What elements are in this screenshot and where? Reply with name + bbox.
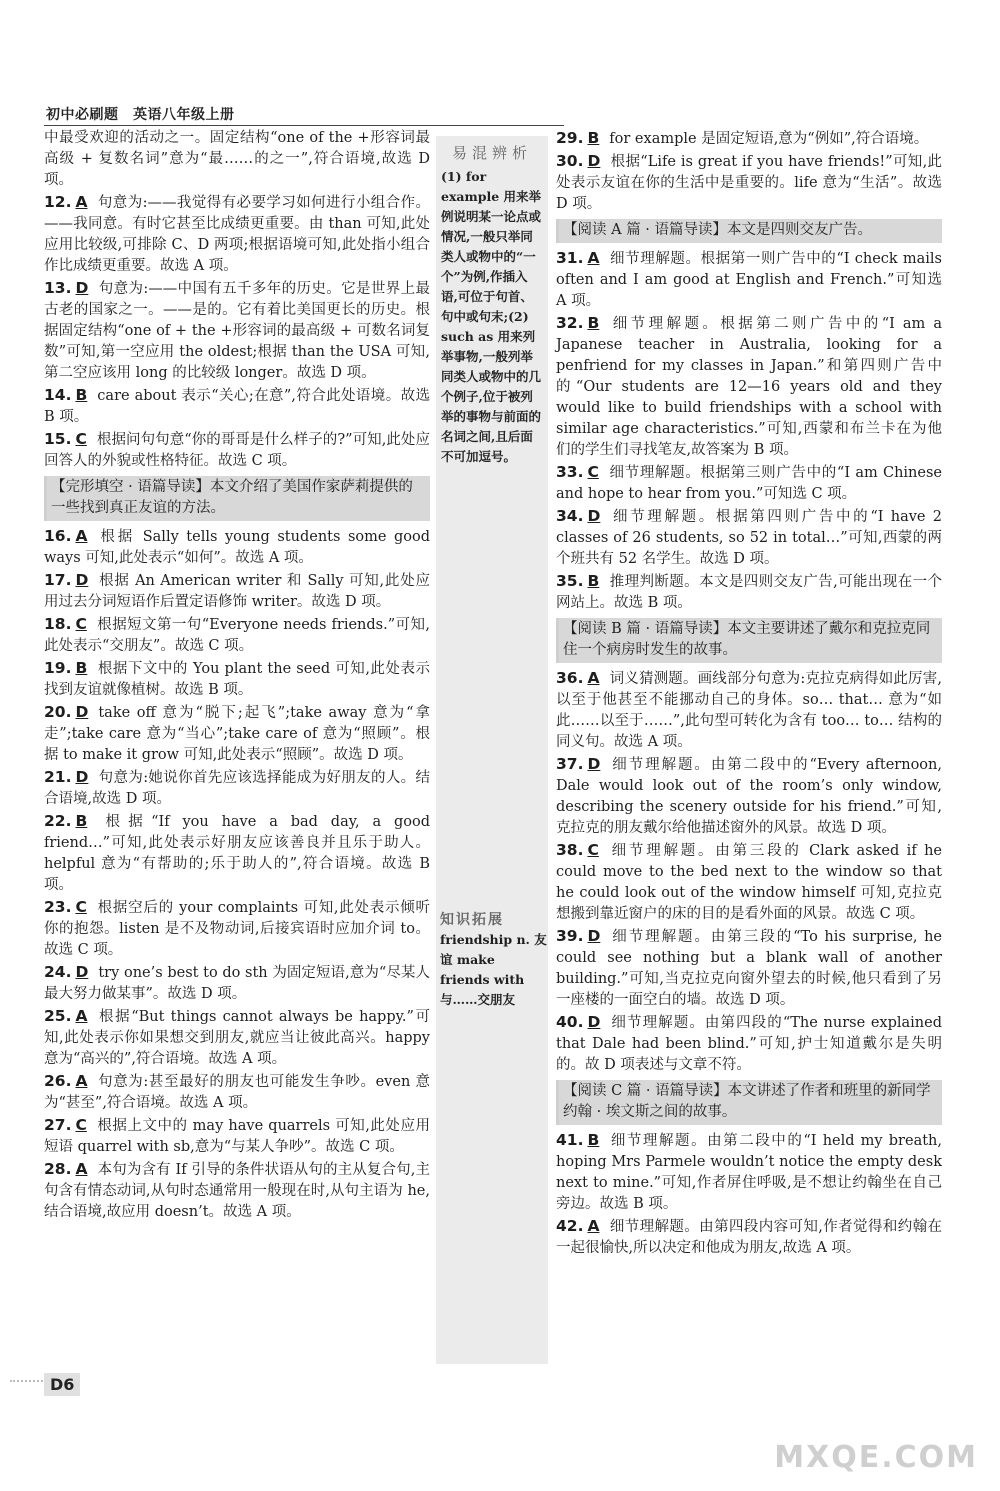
answer-item: [44, 570, 430, 613]
explanation-text: for example 是固定短语,意为“例如”,符合语境。: [609, 131, 929, 147]
reading-b-banner: 【阅读 B 篇 · 语篇导读】本文主要讲述了戴尔和克拉克同住一个病房时发生的故事。: [556, 618, 942, 663]
answer-letter: D: [75, 279, 89, 297]
explanation-text: 细节理解题。由第四段的“The nurse explained that Dale had been blind.”可知,护士知道戴尔是失明的。故 D 项表述与文章不符。: [556, 1015, 942, 1073]
answer-letter: D: [587, 507, 601, 525]
question-number: 12.: [44, 193, 72, 211]
question-number: 31.: [556, 249, 584, 267]
question-number: 39.: [556, 927, 584, 945]
question-number: 14.: [44, 386, 72, 404]
answer-letter: C: [587, 841, 599, 859]
answer-item: [44, 897, 430, 961]
answer-letter: C: [75, 615, 87, 633]
answer-item: [556, 1216, 942, 1259]
answer-list-d: [556, 248, 942, 614]
explanation-text: 细节理解题。由第四段内容可知,作者觉得和约翰在一起很愉快,所以决定和他成为朋友,故选 A 项。: [556, 1219, 942, 1256]
answer-item: [556, 462, 942, 505]
answer-letter: A: [75, 527, 88, 545]
intro-text: 中最受欢迎的活动之一。固定结构“one of the +形容词最高级 + 复数名词”意为“最……的之一”,符合语境,故选 D 项。: [44, 130, 430, 188]
answer-letter: B: [75, 659, 88, 677]
answer-list-c: [556, 128, 942, 215]
answer-letter: A: [587, 669, 600, 687]
explanation-text: try one’s best to do sth 为固定短语,意为“尽某人最大努力做某事”。故选 D 项。: [44, 965, 430, 1002]
answer-letter: A: [75, 1007, 88, 1025]
answer-letter: A: [587, 1217, 600, 1235]
cloze-banner: 【完形填空 · 语篇导读】本文介绍了美国作家萨莉提供的一些找到真正友谊的方法。: [44, 476, 430, 521]
explanation-text: 根据问句句意“你的哥哥是什么样子的?”可知,此处应回答人的外貌或性格特征。故选 C 项。: [44, 432, 430, 469]
question-number: 16.: [44, 527, 72, 545]
question-number: 27.: [44, 1116, 72, 1134]
answer-letter: D: [587, 755, 601, 773]
knowledge-title: 知识拓展: [440, 912, 504, 928]
question-number: 40.: [556, 1013, 584, 1031]
answer-letter: D: [75, 703, 89, 721]
question-number: 38.: [556, 841, 584, 859]
question-number: 24.: [44, 963, 72, 981]
question-number: 26.: [44, 1072, 72, 1090]
explanation-text: 根据“But things cannot always be happy.”可知,此处表示你如果想交到朋友,就应当让彼此高兴。happy 意为“高兴的”,符合语境。故选 A 项。: [44, 1009, 430, 1067]
explanation-text: 根据空后的 your complaints 可知,此处表示倾听你的抱怨。listen 是不及物动词,后接宾语时应加介词 to。故选 C 项。: [44, 900, 430, 958]
right-column: [556, 128, 942, 1260]
header-rule: [44, 125, 564, 126]
answer-letter: C: [75, 430, 87, 448]
question-number: 35.: [556, 572, 584, 590]
answer-letter: A: [75, 1072, 88, 1090]
answer-item: [44, 385, 430, 428]
explanation-text: 细节理解题。由第三段的 Clark asked if he could move to the bed next to the window so that he could look out of the window himself 可知,克拉克想搬到靠近窗户的床的目的是看外面的风景。故选 C 项。: [556, 843, 942, 922]
question-number: 25.: [44, 1007, 72, 1025]
answer-item: [44, 1115, 430, 1158]
answer-list-f: [556, 1130, 942, 1259]
explanation-text: 细节理解题。根据第四则广告中的“I have 2 classes of 26 students, so 52 in total…”可知,西蒙的两个班共有 52 名学生。故选 D 项。: [556, 509, 942, 567]
answer-item: [556, 926, 942, 1011]
answer-item: [44, 811, 430, 896]
answer-letter: A: [75, 193, 88, 211]
answer-item: [44, 1071, 430, 1114]
answer-item: [556, 506, 942, 570]
answer-letter: B: [587, 1131, 600, 1149]
explanation-text: 根据短文第一句“Everyone needs friends.”可知,此处表示“交朋友”。故选 C 项。: [44, 617, 430, 654]
knowledge-sidebar: [440, 910, 548, 1010]
answer-item: [44, 278, 430, 384]
answer-list-e: [556, 668, 942, 1076]
answer-letter: C: [587, 463, 599, 481]
answer-item: [556, 248, 942, 312]
answer-item: [44, 1006, 430, 1070]
left-column: [44, 128, 430, 1224]
question-number: 42.: [556, 1217, 584, 1235]
question-number: 23.: [44, 898, 72, 916]
explanation-text: 细节理解题。根据第一则广告中的“I check mails often and I am good at English and French.”可知选 A 项。: [556, 251, 942, 309]
explanation-text: 句意为:——我觉得有必要学习如何进行小组合作。——我同意。有时它甚至比成绩更重要。由 than 可知,此处应用比较级,可排除 C、D 两项;根据语境可知,此处指小组合作比成绩更重要。故选 A 项。: [44, 195, 430, 274]
reading-c-banner: 【阅读 C 篇 · 语篇导读】本文讲述了作者和班里的新同学约翰 · 埃文斯之间的故事。: [556, 1080, 942, 1125]
explanation-text: 细节理解题。根据第三则广告中的“I am Chinese and hope to hear from you.”可知选 C 项。: [556, 465, 942, 502]
answer-list-b: [44, 526, 430, 1223]
question-number: 20.: [44, 703, 72, 721]
answer-item: [556, 571, 942, 614]
answer-letter: D: [587, 927, 601, 945]
answer-item: [44, 192, 430, 277]
answer-item: [556, 668, 942, 753]
knowledge-text: friendship n. 友谊 make friends with 与……交朋友: [440, 932, 547, 1007]
question-number: 15.: [44, 430, 72, 448]
explanation-text: 细节理解题。由第二段中的“Every afternoon, Dale would look out of the room’s only window, describing the scenery outside for his friend.”可知,克拉克的朋友戴尔给他描述窗外的风景。故选 D 项。: [556, 757, 942, 836]
question-number: 33.: [556, 463, 584, 481]
question-number: 28.: [44, 1160, 72, 1178]
answer-item: [44, 702, 430, 766]
answer-item: [44, 614, 430, 657]
answer-letter: B: [587, 572, 600, 590]
explanation-text: 句意为:甚至最好的朋友也可能发生争吵。even 意为“甚至”,符合语境。故选 A 项。: [44, 1074, 430, 1111]
answer-letter: D: [75, 571, 89, 589]
answer-item: [556, 754, 942, 839]
answer-item: [556, 1130, 942, 1215]
explanation-text: 细节理解题。由第三段的“To his surprise, he could see nothing but a blank wall of another building.”可知,当克拉克向窗外望去的时候,他只看到了另一座楼的一面空白的墙。故选 D 项。: [556, 929, 942, 1008]
answer-item: [556, 151, 942, 215]
answer-letter: D: [587, 152, 601, 170]
answer-letter: B: [75, 386, 88, 404]
explanation-text: 根据“If you have a bad day, a good friend…”可知,此处表示好朋友应该善良并且乐于助人。helpful 意为“有帮助的;乐于助人的”,符合语境。故选 B 项。: [44, 814, 430, 893]
question-number: 41.: [556, 1131, 584, 1149]
question-number: 36.: [556, 669, 584, 687]
sidebar-text: (1) for example 用来举例说明某一论点或情况,一般只举同类人或物中的“一个”为例,作插入语,可位于句首、句中或句末;(2) such as 用来列举事物,一般列举同类人或物中的几个例子,位于被列举的事物与前面的名词之间,且后面不可加逗号。: [441, 169, 542, 464]
explanation-text: 句意为:她说你首先应该选择能成为好朋友的人。结合语境,故选 D 项。: [44, 770, 430, 807]
question-number: 19.: [44, 659, 72, 677]
explanation-text: 细节理解题。由第二段中的“I held my breath, hoping Mrs Parmele wouldn’t notice the empty desk next to mine.”可知,作者屏住呼吸,是不想让约翰坐在自己旁边。故选 B 项。: [556, 1133, 942, 1212]
answer-item: [44, 429, 430, 472]
answer-item: [44, 962, 430, 1005]
answer-item: [556, 1012, 942, 1076]
answer-item: [556, 128, 942, 150]
explanation-text: care about 表示“关心;在意”,符合此处语境。故选 B 项。: [44, 388, 430, 425]
explanation-text: 推理判断题。本文是四则交友广告,可能出现在一个网站上。故选 B 项。: [556, 574, 942, 611]
explanation-text: 词义猜测题。画线部分句意为:克拉克病得如此厉害,以至于他甚至不能挪动自己的身体。so… that… 意为“如此……以至于……”,此句型可转化为含有 too… to… 结构的同义句。故选 A 项。: [556, 671, 942, 750]
answer-letter: B: [75, 812, 88, 830]
explanation-text: 本句为含有 If 引导的条件状语从句的主从复合句,主句含有情态动词,从句时态通常用一般现在时,从句主语为 he,结合语境,故应用 doesn’t。故选 A 项。: [44, 1162, 430, 1220]
question-number: 34.: [556, 507, 584, 525]
reading-a-banner: 【阅读 A 篇 · 语篇导读】本文是四则交友广告。: [556, 219, 942, 243]
answer-item: [44, 658, 430, 701]
confusion-sidebar: [436, 136, 548, 519]
answer-item: [44, 1159, 430, 1223]
answer-letter: A: [587, 249, 600, 267]
question-number: 21.: [44, 768, 72, 786]
explanation-text: 根据“Life is great if you have friends!”可知,此处表示友谊在你的生活中是重要的。life 意为“生活”。故选 D 项。: [556, 154, 942, 212]
answer-item: [556, 840, 942, 925]
answer-letter: D: [75, 768, 89, 786]
answer-letter: B: [587, 129, 600, 147]
answer-letter: D: [587, 1013, 601, 1031]
answer-letter: B: [587, 314, 600, 332]
explanation-text: 句意为:——中国有五千多年的历史。它是世界上最古老的国家之一。——是的。它有着比美国更长的历史。根据固定结构“one of + the +形容词的最高级 + 可数名词复数”可知,第一空应用 the oldest;根据 than the USA 可知,第二空应该用 long 的比较级 longer。故选 D 项。: [44, 281, 430, 381]
answer-item: [556, 313, 942, 461]
running-header: 初中必刷题 英语八年级上册: [46, 107, 235, 123]
page-number: D6: [44, 1373, 80, 1396]
answer-letter: C: [75, 1116, 87, 1134]
sidebar-title: 易混辨析: [451, 144, 532, 162]
answer-letter: A: [75, 1160, 88, 1178]
answer-item: [44, 526, 430, 569]
answer-item: [44, 767, 430, 810]
question-number: 13.: [44, 279, 72, 297]
question-number: 18.: [44, 615, 72, 633]
question-number: 17.: [44, 571, 72, 589]
question-number: 30.: [556, 152, 584, 170]
explanation-text: 根据 An American writer 和 Sally 可知,此处应用过去分词短语作后置定语修饰 writer。故选 D 项。: [44, 573, 430, 610]
explanation-text: 根据上文中的 may have quarrels 可知,此处应用短语 quarrel with sb,意为“与某人争吵”。故选 C 项。: [44, 1118, 430, 1155]
explanation-text: take off 意为“脱下;起飞”;take away 意为“拿走”;take care 意为“当心”;take care of 意为“照顾”。根据 to make it grow 可知,此处表示“照顾”。故选 D 项。: [44, 705, 430, 763]
question-number: 22.: [44, 812, 72, 830]
question-number: 37.: [556, 755, 584, 773]
answer-letter: C: [75, 898, 87, 916]
question-number: 32.: [556, 314, 584, 332]
explanation-text: 根据下文中的 You plant the seed 可知,此处表示找到友谊就像植树。故选 B 项。: [44, 661, 430, 698]
answer-letter: D: [75, 963, 89, 981]
watermark: MXQE.COM: [774, 1440, 978, 1475]
answer-list-a: [44, 192, 430, 472]
explanation-text: 细节理解题。根据第二则广告中的“I am a Japanese teacher in Australia, looking for a penfriend for my classes in Japan.”和第四则广告中的“Our students are 12—16 years old and they would like to build friendships with a school with similar age characteristics.”可知,西蒙和布兰卡在为他们的学生们寻找笔友,故答案为 B 项。: [556, 316, 942, 458]
explanation-text: 根据 Sally tells young students some good ways 可知,此处表示“如何”。故选 A 项。: [44, 529, 430, 566]
question-number: 29.: [556, 129, 584, 147]
